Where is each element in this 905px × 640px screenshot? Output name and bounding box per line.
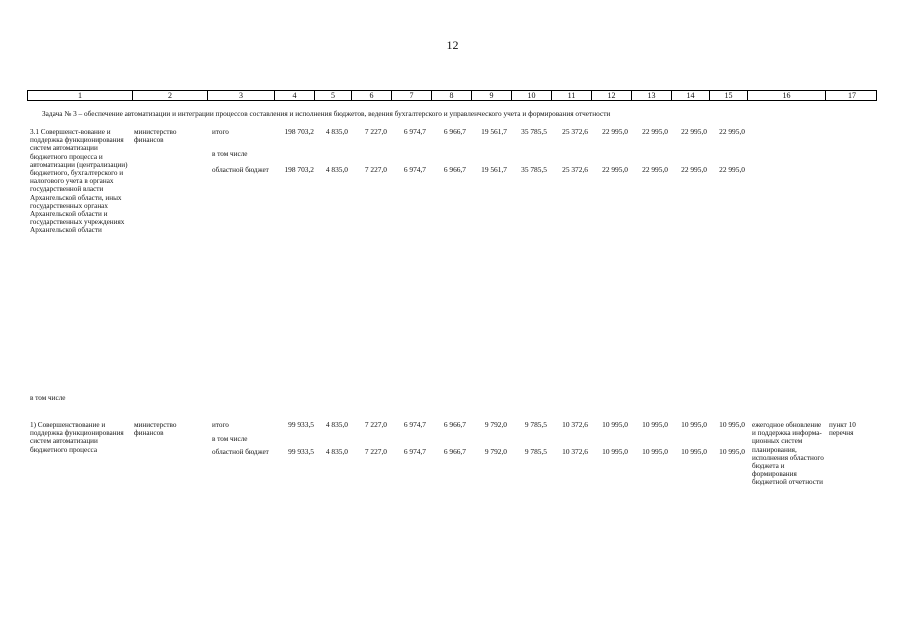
col-8: 8 [431,91,471,100]
value-cell: 9 792,0 [484,447,507,456]
row-label-budget: областной бюджет [212,166,269,174]
row-label-total: итого [212,128,229,136]
value-cell: 7 227,0 [364,127,387,136]
col-7: 7 [391,91,431,100]
measure-name: 3.1 Совершенст-вование и поддержка функционирования систем автоматизации бюджетного процесса и автоматизации (централизации) бюджетного, бухгалтерского и налогового учета в органах государственной власти Архангельской области, иных государственных органах Архангельской области и государственных учреждениях Архангельской области [30,128,128,235]
value-cell: 9 792,0 [484,420,507,429]
executor: министерство финансов [134,421,177,438]
value-cell: 9 785,5 [524,447,547,456]
value-cell: 6 974,7 [403,447,426,456]
col-5: 5 [314,91,351,100]
col-9: 9 [471,91,511,100]
page-number: 12 [446,38,459,52]
value-cell: 10 995,0 [642,447,668,456]
col-17: 17 [825,91,878,100]
value-cell: 35 785,5 [521,165,547,174]
value-cell: 198 703,2 [284,165,314,174]
value-cell: 22 995,0 [602,165,628,174]
value-cell: 99 933,5 [288,420,314,429]
value-cell: 10 995,0 [602,447,628,456]
value-cell: 6 974,7 [403,165,426,174]
col-1: 1 [78,91,82,100]
value-cell: 19 561,7 [481,127,507,136]
col-16: 16 [747,91,825,100]
col-3: 3 [207,91,274,100]
value-cell: 99 933,5 [288,447,314,456]
col-13: 13 [631,91,671,100]
value-cell: 10 995,0 [642,420,668,429]
reference: пункт 10 перечня [829,421,856,438]
value-cell: 6 966,7 [443,127,466,136]
value-cell: 4 835,0 [325,165,348,174]
value-cell: 19 561,7 [481,165,507,174]
col-2: 2 [132,91,207,100]
value-cell: 22 995,0 [681,165,707,174]
row-label-total: итого [212,421,229,429]
column-number-header [27,90,877,101]
value-cell: 35 785,5 [521,127,547,136]
value-cell: 10 995,0 [681,447,707,456]
value-cell: 4 835,0 [325,127,348,136]
value-cell: 22 995,0 [719,165,745,174]
value-cell: 10 995,0 [719,447,745,456]
col-10: 10 [511,91,551,100]
value-cell: 10 995,0 [681,420,707,429]
value-cell: 22 995,0 [642,165,668,174]
task-title: Задача № 3 – обеспечение автоматизации и интеграции процессов составления и исполнения бюджетов, ведения бухгалтерского и управленческого учета и формирования отчетности [42,109,611,118]
value-cell: 6 974,7 [403,420,426,429]
value-cell: 4 835,0 [325,420,348,429]
row-label-incl: в том числе [212,150,248,158]
value-cell: 6 966,7 [443,447,466,456]
value-cell: 198 703,2 [284,127,314,136]
value-cell: 4 835,0 [325,447,348,456]
executor: министерство финансов [134,128,177,145]
value-cell: 10 372,6 [562,447,588,456]
col-11: 11 [551,91,591,100]
value-cell: 10 995,0 [602,420,628,429]
row-label-budget: областной бюджет [212,448,269,456]
value-cell: 22 995,0 [642,127,668,136]
value-cell: 22 995,0 [602,127,628,136]
value-cell: 25 372,6 [562,165,588,174]
value-cell: 25 372,6 [562,127,588,136]
value-cell: 7 227,0 [364,447,387,456]
value-cell: 10 995,0 [719,420,745,429]
value-cell: 6 966,7 [443,420,466,429]
col-14: 14 [671,91,709,100]
value-cell: 9 785,5 [524,420,547,429]
incl-note: в том числе [30,394,66,402]
value-cell: 6 966,7 [443,165,466,174]
value-cell: 10 372,6 [562,420,588,429]
value-cell: 22 995,0 [681,127,707,136]
value-cell: 7 227,0 [364,420,387,429]
value-cell: 7 227,0 [364,165,387,174]
expected-result: ежегодное обновление и поддержка информа-ционных систем планирования, исполнения областного бюджета и формирования бюджетной отчетности [752,421,824,487]
measure-name: 1) Совершенствование и поддержка функционирования систем автоматизации бюджетного процесса [30,421,124,454]
row-label-incl: в том числе [212,435,248,443]
col-12: 12 [591,91,631,100]
col-6: 6 [351,91,391,100]
col-15: 15 [709,91,747,100]
col-4: 4 [274,91,314,100]
value-cell: 6 974,7 [403,127,426,136]
value-cell: 22 995,0 [719,127,745,136]
